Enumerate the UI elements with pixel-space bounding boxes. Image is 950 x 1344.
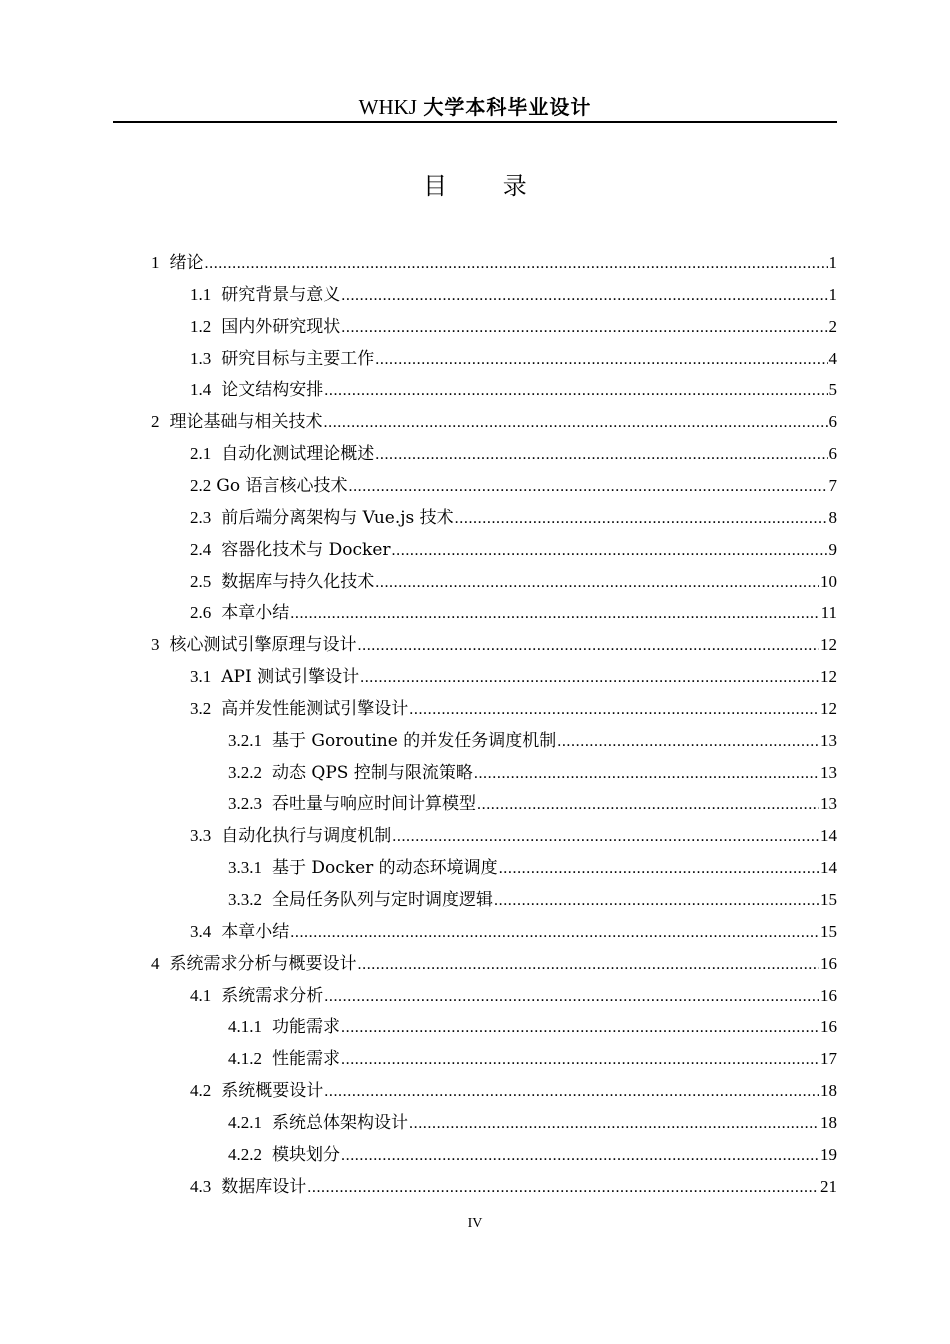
- toc-entry-page: 1: [828, 253, 837, 272]
- toc-dot-leader: [205, 249, 828, 279]
- toc-entry-title: 自动化执行与调度机制: [221, 826, 392, 847]
- toc-entry-title: 本章小结: [221, 603, 290, 624]
- toc-entry-title: 自动化测试理论概述: [221, 444, 375, 465]
- toc-entry-page: 12: [820, 698, 837, 718]
- toc-entry-title: 系统概要设计: [221, 1081, 324, 1102]
- header-org: WHKJ: [358, 95, 417, 119]
- toc-entry-title: 本章小结: [221, 921, 290, 942]
- toc-entry-number: 4.2: [190, 1081, 212, 1101]
- toc-dot-leader: [324, 982, 819, 1012]
- toc-entry-number: 3.2.3: [228, 794, 262, 814]
- toc-dot-leader: [375, 345, 827, 375]
- toc-entry-number: 3.2.1: [228, 730, 262, 750]
- toc-entry-page: 21: [820, 1176, 837, 1196]
- toc-entry-page: 6: [828, 444, 837, 464]
- toc-entry-page: 15: [820, 890, 837, 909]
- toc-entry-page: 6: [828, 412, 837, 432]
- page-header: [113, 94, 837, 121]
- toc-entry-number: 1.3: [190, 348, 212, 368]
- toc-entry-title: 理论基础与相关技术: [169, 412, 323, 433]
- toc-entry[interactable]: [151, 407, 837, 437]
- toc-entry-title: 论文结构安排: [221, 380, 324, 401]
- toc-dot-leader: [474, 759, 819, 789]
- toc-entry[interactable]: [190, 439, 837, 469]
- toc-entry-page: 10: [820, 571, 837, 591]
- toc-entry-title: 绪论: [169, 253, 204, 273]
- toc-entry-title: 核心测试引擎原理与设计: [169, 635, 357, 656]
- toc-entry-number: 2.6: [190, 603, 212, 623]
- toc-dot-leader: [341, 1141, 819, 1171]
- toc-entry-title: API 测试引擎设计: [221, 667, 360, 688]
- toc-entry[interactable]: [228, 885, 837, 915]
- toc-entry-number: 2.3: [190, 507, 212, 527]
- toc-entry-title: 国内外研究现状: [221, 316, 341, 337]
- toc-entry-number: 3.4: [190, 921, 212, 941]
- toc-entry[interactable]: [190, 280, 837, 310]
- toc-entry-page: 12: [820, 635, 837, 655]
- toc-entry[interactable]: [228, 726, 837, 756]
- toc-entry-page: 15: [820, 921, 837, 941]
- toc-entry[interactable]: [228, 758, 837, 788]
- toc-dot-leader: [477, 790, 819, 820]
- toc-entry-number: 2.2: [190, 475, 212, 495]
- toc-entry-number: 3.2: [190, 698, 212, 718]
- toc-entry-page: 2: [828, 316, 837, 336]
- page-number: IV: [467, 1216, 483, 1231]
- toc-entry-number: 4.2.1: [228, 1112, 262, 1132]
- toc-entry-number: 4: [151, 953, 160, 973]
- toc-entry-number: 2.4: [190, 539, 212, 559]
- toc-dot-leader: [455, 504, 828, 534]
- header-rule: [113, 121, 837, 123]
- toc-entry[interactable]: [190, 598, 837, 628]
- toc-dot-leader: [341, 1045, 819, 1075]
- toc-entry-page: 18: [820, 1081, 837, 1101]
- toc-entry[interactable]: [190, 375, 837, 405]
- toc-entry[interactable]: [228, 853, 837, 883]
- toc-entry-title: 高并发性能测试引擎设计: [221, 698, 409, 719]
- toc-entry-page: 5: [828, 380, 837, 400]
- toc-dot-leader: [290, 599, 819, 629]
- header-university-title: 大学本科毕业设计: [423, 95, 592, 119]
- toc-entry[interactable]: [190, 662, 837, 692]
- toc-entry-title: 吞吐量与响应时间计算模型: [272, 794, 476, 815]
- toc-entry-number: 1.2: [190, 316, 212, 336]
- toc-entry[interactable]: [190, 917, 837, 947]
- toc-entry-title: 功能需求: [272, 1017, 340, 1038]
- toc-entry[interactable]: [228, 789, 837, 819]
- toc-entry-page: 13: [820, 730, 837, 750]
- toc-entry[interactable]: [190, 1076, 837, 1106]
- toc-entry-title: 基于 Docker 的动态环境调度: [272, 858, 498, 879]
- toc-dot-leader: [375, 568, 819, 598]
- toc-entry[interactable]: [190, 344, 837, 374]
- toc-entry-page: 1: [828, 284, 837, 304]
- toc-entry-title: 性能需求: [272, 1049, 340, 1070]
- toc-entry-number: 4.1.2: [228, 1049, 262, 1069]
- toc-entry-title: 系统总体架构设计: [272, 1112, 408, 1133]
- toc-dot-leader: [409, 1109, 819, 1139]
- toc-dot-leader: [499, 854, 819, 884]
- toc-dot-leader: [360, 663, 819, 693]
- toc-entry-page: 16: [820, 953, 837, 973]
- toc-entry[interactable]: [190, 1172, 837, 1202]
- toc-entry[interactable]: [190, 471, 837, 501]
- toc-entry-page: 16: [820, 985, 837, 1005]
- toc-entry-number: 3.1: [190, 667, 212, 687]
- toc-entry-title: 模块划分: [272, 1144, 340, 1165]
- toc-entry-number: 4.1: [190, 985, 212, 1005]
- toc-entry-page: 13: [820, 762, 837, 782]
- toc-entry-number: 1.1: [190, 284, 212, 304]
- toc-dot-leader: [557, 727, 819, 757]
- toc-entry-title: 数据库设计: [221, 1176, 307, 1197]
- toc-dot-leader: [341, 281, 827, 311]
- toc-entry-number: 3.2.2: [228, 762, 262, 782]
- toc-entry[interactable]: [190, 567, 837, 597]
- toc-entry-title: 研究目标与主要工作: [221, 348, 375, 369]
- toc-dot-leader: [324, 376, 827, 406]
- toc-dot-leader: [348, 472, 827, 502]
- toc-entry-number: 3.3.1: [228, 858, 262, 878]
- toc-entry-title: 数据库与持久化技术: [221, 571, 375, 592]
- toc-entry-title: 系统需求分析与概要设计: [169, 953, 357, 974]
- toc-entry-page: 14: [820, 826, 837, 846]
- toc-entry[interactable]: [190, 821, 837, 851]
- toc-entry[interactable]: [228, 1012, 837, 1042]
- toc-entry-page: 18: [820, 1112, 837, 1132]
- toc-entry-page: 17: [820, 1049, 837, 1069]
- toc-entry[interactable]: [228, 1108, 837, 1138]
- toc-dot-leader: [290, 918, 819, 948]
- toc-entry-page: 12: [820, 667, 837, 687]
- toc-entry-number: 1.4: [190, 380, 212, 400]
- toc-entry[interactable]: [190, 535, 837, 565]
- toc-entry-number: 4.3: [190, 1176, 212, 1196]
- toc-entry[interactable]: [190, 694, 837, 724]
- toc-entry[interactable]: [228, 1044, 837, 1074]
- toc-title: 目 录: [423, 172, 551, 200]
- toc-entry[interactable]: [228, 1140, 837, 1170]
- toc-dot-leader: [341, 313, 827, 343]
- toc-dot-leader: [324, 408, 828, 438]
- toc-entry[interactable]: [190, 503, 837, 533]
- toc-dot-leader: [358, 950, 820, 980]
- toc-entry-number: 2.1: [190, 444, 212, 464]
- toc-entry-title: 动态 QPS 控制与限流策略: [272, 762, 473, 783]
- toc-entry-page: 13: [820, 794, 837, 814]
- toc-entry[interactable]: [190, 981, 837, 1011]
- toc-entry-number: 2: [151, 412, 160, 432]
- toc-dot-leader: [341, 1013, 819, 1043]
- toc-entry-title: 系统需求分析: [221, 985, 324, 1006]
- toc-entry-number: 3.3: [190, 826, 212, 846]
- toc-entry-page: 11: [820, 603, 837, 623]
- toc-entry[interactable]: [151, 248, 837, 278]
- toc-entry-title: 研究背景与意义: [221, 284, 341, 305]
- toc-dot-leader: [375, 440, 827, 470]
- toc-entry-page: 14: [820, 858, 837, 878]
- toc-entry-page: 7: [828, 475, 837, 495]
- toc-dot-leader: [409, 695, 819, 725]
- toc-entry-number: 3: [151, 635, 160, 655]
- toc-entry-title: 容器化技术与 Docker: [221, 539, 391, 560]
- toc-dot-leader: [358, 631, 820, 661]
- toc-entry-title: 全局任务队列与定时调度逻辑: [272, 890, 493, 910]
- toc-entry-number: 4.2.2: [228, 1144, 262, 1164]
- toc-dot-leader: [324, 1077, 819, 1107]
- toc-entry-number: 4.1.1: [228, 1017, 262, 1037]
- toc-dot-leader: [307, 1173, 819, 1203]
- toc-entry-page: 19: [820, 1144, 837, 1164]
- toc-entry-number: 2.5: [190, 571, 212, 591]
- toc-entry-number: 1: [151, 253, 160, 272]
- toc-entry-page: 9: [828, 539, 837, 559]
- toc-dot-leader: [494, 886, 819, 916]
- toc-entry[interactable]: [151, 630, 837, 660]
- toc-entry-title: 基于 Goroutine 的并发任务调度机制: [272, 730, 557, 751]
- toc-entry[interactable]: [190, 312, 837, 342]
- toc-entry-page: 16: [820, 1017, 837, 1037]
- toc-entry-page: 8: [828, 507, 837, 527]
- toc-dot-leader: [392, 822, 819, 852]
- toc-dot-leader: [392, 536, 828, 566]
- toc-entry-title: 前后端分离架构与 Vue.js 技术: [221, 507, 454, 528]
- toc-entry-page: 4: [828, 348, 837, 368]
- toc-entry[interactable]: [151, 949, 837, 979]
- toc-entry-title: Go 语言核心技术: [216, 475, 348, 496]
- toc-entry-number: 3.3.2: [228, 890, 262, 909]
